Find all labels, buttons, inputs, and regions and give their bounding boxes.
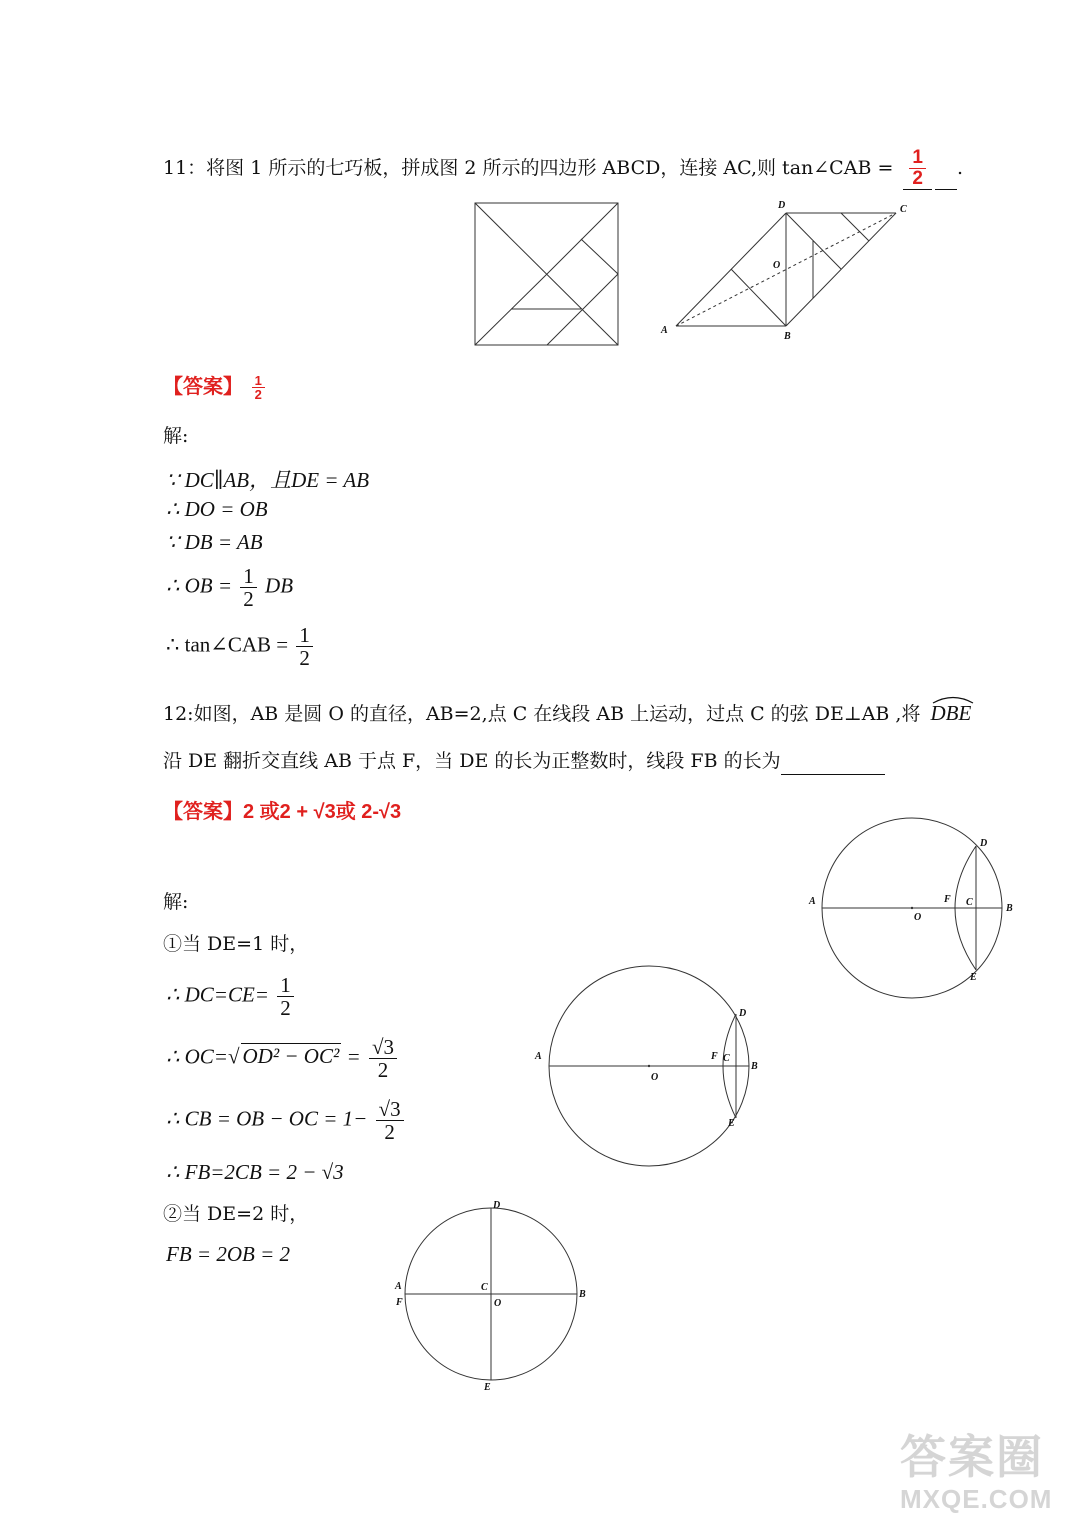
fig2-label-o: O	[773, 260, 781, 271]
svg-text:F: F	[396, 1297, 403, 1308]
fig2-label-b: B	[784, 331, 791, 342]
sol11-line3: ∵ DB = AB	[166, 530, 263, 554]
svg-text:A: A	[395, 1281, 402, 1292]
sol12-jie: 解:	[163, 891, 189, 913]
tangram-figure-1	[474, 202, 620, 347]
fig2-label-c: C	[900, 204, 907, 215]
svg-text:F: F	[711, 1051, 718, 1062]
svg-text:B: B	[1006, 903, 1013, 914]
circle-figure-a	[804, 812, 1026, 1002]
watermark-logo: 答案圈	[900, 1431, 1044, 1483]
svg-text:A: A	[535, 1051, 542, 1062]
parallelogram-figure-2	[656, 196, 916, 346]
watermark-url: MXQE.COM	[900, 1484, 1053, 1514]
svg-text:O: O	[914, 912, 922, 923]
circle-figure-c	[393, 1198, 593, 1394]
q12-line1-text: 12:如图，AB 是圆 O 的直径，AB=2,点 C 在线段 AB 上运动，过点 C 的弦 DE⊥AB ,将	[163, 703, 921, 725]
q12-line2	[163, 747, 885, 775]
svg-text:E: E	[728, 1118, 735, 1129]
circle-figure-b	[530, 962, 762, 1168]
svg-text:F: F	[944, 894, 951, 905]
fig2-label-d: D	[778, 200, 786, 211]
answer-11-fraction: $\frac{1}{2}$	[252, 374, 265, 402]
q12-line2-text: 沿 DE 翻折交直线 AB 于点 F，当 DE 的长为正整数时，线段 FB 的长为	[163, 750, 781, 772]
svg-text:D: D	[493, 1200, 501, 1211]
arc-mark-icon	[931, 694, 975, 704]
q11-stem: 11：将图 1 所示的七巧板，拼成图 2 所示的四边形 ABCD，连接 AC,则 tan∠CAB = $\frac{1}{2}$ .	[163, 147, 964, 189]
sol11-jie: 解:	[163, 425, 189, 447]
sol11-line1: ∵ DC∥AB，且DE = AB	[166, 468, 370, 492]
sol12-step2: ∴ OC=√ OD² − OC² = $\frac{√3}{2}$	[166, 1036, 400, 1081]
svg-text:O: O	[651, 1072, 659, 1083]
svg-text:B: B	[751, 1061, 758, 1072]
sol11-line5: ∴ tan∠CAB = $\frac{1}{2}$	[166, 624, 316, 669]
q11-blank-line	[935, 171, 957, 190]
sol11-line4: ∴ OB = $\frac{1}{2}$ DB	[166, 564, 294, 612]
sol12-case1: ①当 DE=1 时，	[163, 933, 309, 955]
fig2-label-a: A	[661, 325, 668, 336]
svg-text:D: D	[980, 838, 988, 849]
sol12-step4: ∴ FB=2CB = 2 − √3	[166, 1160, 344, 1184]
sol12-step1: ∴ DC=CE= $\frac{1}{2}$	[166, 974, 297, 1019]
svg-text:E: E	[484, 1382, 491, 1393]
sol12-case2: ②当 DE=2 时，	[163, 1203, 309, 1225]
svg-text:A: A	[809, 896, 816, 907]
sol11-line2: ∴ DO = OB	[166, 497, 268, 521]
answer-12: 【答案】2 或2 + √3或 2-√3	[163, 801, 402, 823]
q12-answer-blank	[781, 756, 885, 775]
answer-11-tag: 【答案】	[163, 376, 243, 398]
svg-text:E: E	[970, 972, 977, 983]
q12-arc-dbe: DBE	[931, 699, 972, 727]
svg-text:D: D	[739, 1008, 747, 1019]
svg-text:C: C	[966, 897, 973, 908]
svg-text:C: C	[481, 1282, 488, 1293]
q11-stem-text: 11：将图 1 所示的七巧板，拼成图 2 所示的四边形 ABCD，连接 AC,则 tan∠CAB =	[163, 156, 894, 179]
answer-11	[163, 370, 268, 404]
svg-text:C: C	[723, 1053, 730, 1064]
sol12-step5: FB = 2OB = 2	[166, 1242, 290, 1266]
q12-line1	[163, 699, 971, 728]
q11-blank-answer: $\frac{1}{2}$	[903, 148, 932, 190]
svg-text:B: B	[579, 1289, 586, 1300]
svg-text:O: O	[494, 1298, 502, 1309]
sol12-step3: ∴ CB = OB − OC = 1− $\frac{√3}{2}$	[166, 1098, 407, 1143]
